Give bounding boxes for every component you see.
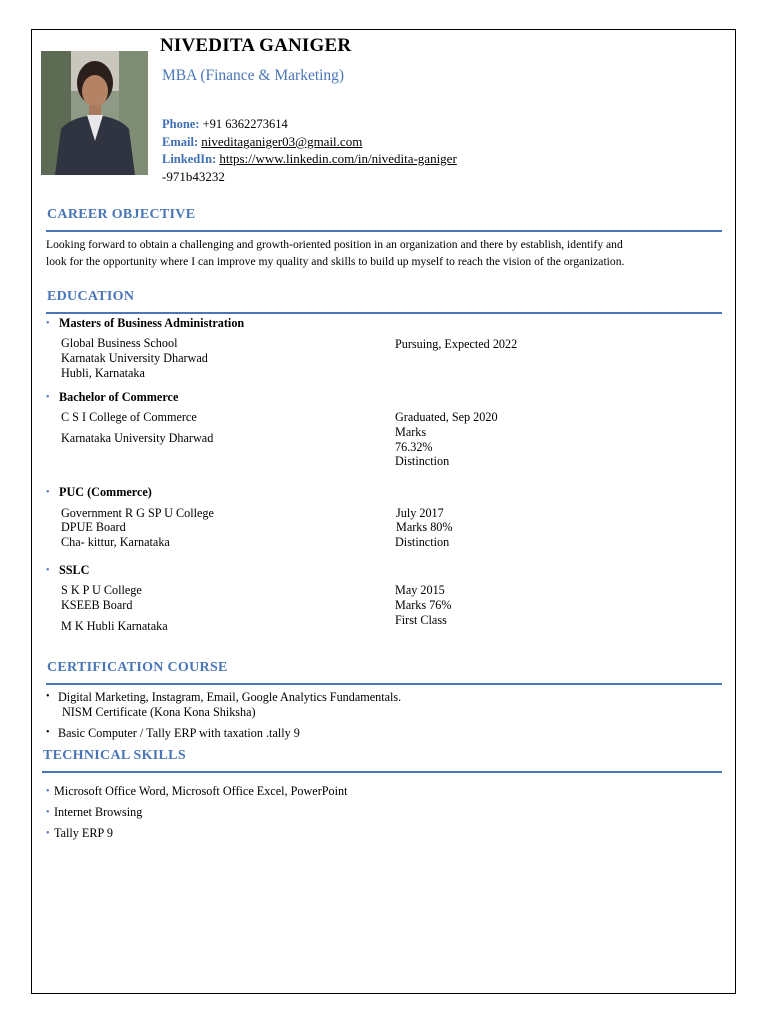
bullet-icon: • [46,487,50,498]
bullet-icon: • [46,786,50,797]
bullet-icon: • [46,565,50,576]
sslc-year: May 2015 [395,583,445,597]
bullet-icon: • [46,392,50,403]
career-line-2: look for the opportunity where I can improve my quality and skills to build up myself to reach the vision of the organization. [46,254,625,268]
certification-divider [46,683,722,685]
puc-board: DPUE Board [61,520,126,534]
sslc-grade: First Class [395,613,447,627]
bcom-status: Graduated, Sep 2020 [395,410,498,424]
mba-university: Karnatak University Dharwad [61,351,208,365]
skill-item-3: Tally ERP 9 [54,826,113,840]
bullet-icon: • [46,727,50,738]
certification-item-2: Basic Computer / Tally ERP with taxation .tally 9 [58,726,300,740]
bullet-icon: • [46,807,50,818]
mba-heading: Masters of Business Administration [59,316,245,330]
sslc-marks: Marks 76% [395,598,452,612]
career-divider [46,230,722,232]
career-objective-heading: CAREER OBJECTIVE [47,207,196,222]
linkedin-row [162,151,457,167]
skills-divider [42,771,722,773]
puc-heading: PUC (Commerce) [59,485,152,499]
phone-value: +91 6362273614 [202,117,288,131]
certification-item-1-sub: NISM Certificate (Kona Kona Shiksha) [62,705,256,719]
puc-grade: Distinction [395,535,450,549]
education-heading: EDUCATION [47,289,135,304]
mba-location: Hubli, Karnataka [61,366,145,380]
bcom-marks-value: 76.32% [395,440,433,454]
linkedin-label: LinkedIn: [162,152,217,166]
puc-year: July 2017 [396,506,444,520]
mba-status: Pursuing, Expected 2022 [395,337,518,351]
puc-marks: Marks 80% [396,520,453,534]
linkedin-link[interactable]: https://www.linkedin.com/in/nivedita-ganiger [219,151,457,166]
bullet-icon: • [46,691,50,702]
profile-photo-image [41,51,148,175]
email-link[interactable]: niveditaganiger03@gmail.com [201,134,363,149]
skill-item-2: Internet Browsing [54,805,143,819]
candidate-name: NIVEDITA GANIGER [160,35,352,56]
puc-college: Government R G SP U College [61,506,214,520]
bcom-college: C S I College of Commerce [61,410,197,424]
sslc-heading: SSLC [59,563,90,577]
career-line-1: Looking forward to obtain a challenging and growth-oriented position in an organization and there by establish, identify and [46,238,623,251]
career-objective-text [46,237,726,270]
certification-heading: CERTIFICATION COURSE [47,660,228,675]
education-divider [46,312,722,314]
sslc-board: KSEEB Board [61,598,133,612]
puc-location: Cha- kittur, Karnataka [61,535,170,549]
profile-photo [41,51,148,175]
email-row [162,134,362,150]
degree-title: MBA (Finance & Marketing) [162,67,345,84]
phone-label: Phone: [162,117,200,131]
bullet-icon: • [46,828,50,839]
bcom-grade: Distinction [395,454,450,468]
skill-item-1: Microsoft Office Word, Microsoft Office Excel, PowerPoint [54,784,348,798]
bcom-heading: Bachelor of Commerce [59,390,179,404]
sslc-location: M K Hubli Karnataka [61,619,168,633]
bullet-icon: • [46,318,50,329]
mba-school: Global Business School [61,336,178,350]
technical-skills-heading: TECHNICAL SKILLS [43,748,186,763]
sslc-college: S K P U College [61,583,142,597]
phone-row [162,117,288,132]
bcom-marks-label: Marks [395,425,427,439]
linkedin-link-continued[interactable]: -971b43232 [162,169,225,184]
email-label: Email: [162,135,199,149]
certification-item-1: Digital Marketing, Instagram, Email, Google Analytics Fundamentals. [58,690,402,704]
bcom-university: Karnataka University Dharwad [61,431,214,445]
